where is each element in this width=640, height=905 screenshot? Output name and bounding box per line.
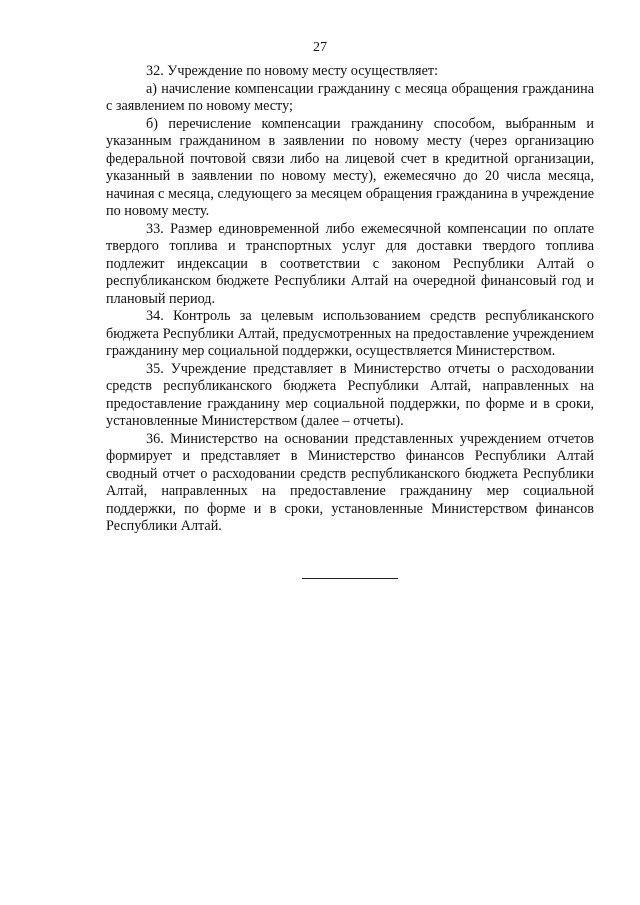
paragraph-34: 34. Контроль за целевым использованием средств республиканского бюджета Республики Алтай, предусмотренных на предоставление учреждением гражданину мер социальной поддержки, осуществляется Министерством. bbox=[106, 308, 594, 359]
page-number: 27 bbox=[313, 40, 327, 55]
paragraph-36: 36. Министерство на основании представленных учреждением отчетов формирует и представляет в Министерство финансов Республики Алтай сводный отчет о расходовании средств республиканского бюджета Республики Алтай, направленных на предоставление гражданину мер социальной поддержки, по форме и в сроки, установленные Министерством финансов Республики Алтай. bbox=[106, 430, 594, 534]
document-body bbox=[106, 63, 594, 536]
paragraph-35: 35. Учреждение представляет в Министерство отчеты о расходовании средств республиканского бюджета Республики Алтай, направленных на предоставление гражданину мер социальной поддержки, по форме и в сроки, установленные Министерством (далее – отчеты). bbox=[106, 360, 594, 429]
paragraph-32-a: а) начисление компенсации гражданину с месяца обращения гражданина с заявлением по новому месту; bbox=[106, 80, 594, 114]
paragraph-32: 32. Учреждение по новому месту осуществляет: bbox=[146, 63, 439, 79]
end-of-document-divider bbox=[302, 578, 398, 579]
paragraph-32-b: б) перечисление компенсации гражданину способом, выбранным и указанным гражданином в заявлении по новому месту (через организацию федеральной почтовой связи либо на лицевой счет в кредитной организации, указанный в заявлении по новому месту), ежемесячно до 20 числа месяца, начиная с месяца, следующего за месяцем обращения гражданина в учреждение по новому месту. bbox=[106, 115, 594, 219]
paragraph-33: 33. Размер единовременной либо ежемесячной компенсации по оплате твердого топлива и транспортных услуг для доставки твердого топлива подлежит индексации в соответствии с законом Республики Алтай о республиканском бюджете Республики Алтай на очередной финансовый год и плановый период. bbox=[106, 220, 594, 307]
